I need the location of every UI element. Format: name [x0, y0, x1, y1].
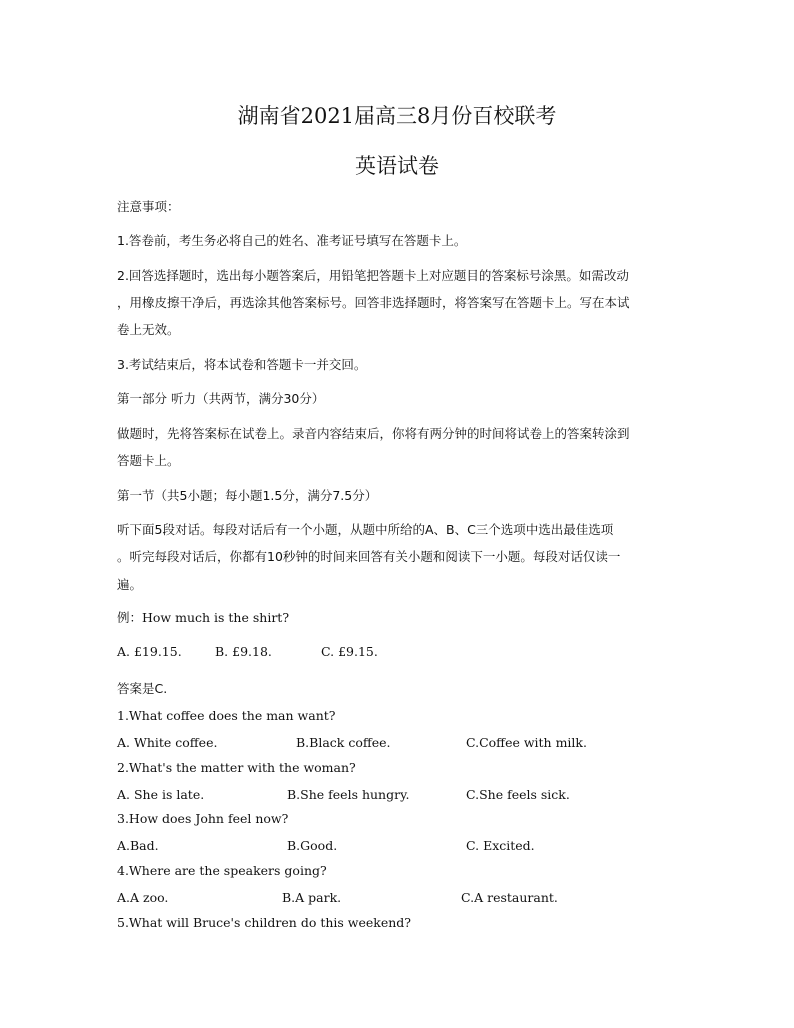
- question-4-option-a: A.A zoo.: [117, 890, 169, 905]
- notice-item-2: 2.回答选择题时，选出每小题答案后，用铅笔把答题卡上对应题目的答案标号涂黑。如需改动: [117, 268, 629, 283]
- part1-heading: 第一部分 听力（共两节，满分30分）: [117, 391, 325, 406]
- question-5: 5.What will Bruce's children do this weekend?: [117, 915, 412, 930]
- question-2-option-c: C.She feels sick.: [466, 787, 570, 802]
- part1-instruction-1: 做题时，先将答案标在试卷上。录音内容结束后，你将有两分钟的时间将试卷上的答案转涂到: [117, 426, 630, 441]
- example-option-c: C. £9.15.: [321, 644, 378, 659]
- question-3-option-b: B.Good.: [287, 838, 338, 853]
- question-1: 1.What coffee does the man want?: [117, 708, 336, 723]
- question-2: 2.What's the matter with the woman?: [117, 760, 356, 775]
- notice-item-1: 1.答卷前，考生务必将自己的姓名、准考证号填写在答题卡上。: [117, 233, 467, 248]
- example-answer: 答案是C.: [117, 681, 168, 696]
- example-option-b: B. £9.18.: [215, 644, 272, 659]
- notice-item-2-end: 卷上无效。: [117, 322, 180, 337]
- question-1-option-b: B.Black coffee.: [296, 735, 391, 750]
- question-1-option-a: A. White coffee.: [117, 735, 218, 750]
- notice-heading: 注意事项：: [117, 199, 180, 214]
- question-3-option-c: C. Excited.: [466, 838, 535, 853]
- question-2-option-a: A. She is late.: [117, 787, 205, 802]
- exam-title: 湖南省2021届高三8月份百校联考: [237, 104, 557, 128]
- question-2-option-b: B.She feels hungry.: [287, 787, 410, 802]
- question-4-option-c: C.A restaurant.: [461, 890, 558, 905]
- section1-heading: 第一节（共5小题；每小题1.5分，满分7.5分）: [117, 488, 378, 503]
- exam-subtitle: 英语试卷: [355, 154, 439, 178]
- section1-instruction-3: 遍。: [117, 577, 143, 592]
- part1-instruction-2: 答题卡上。: [117, 453, 180, 468]
- section1-instruction-1: 听下面5段对话。每段对话后有一个小题，从题中所给的A、B、C三个选项中选出最佳选项: [117, 522, 614, 537]
- question-4-option-b: B.A park.: [282, 890, 342, 905]
- question-4: 4.Where are the speakers going?: [117, 863, 327, 878]
- example-option-a: A. £19.15.: [117, 644, 182, 659]
- question-3-option-a: A.Bad.: [117, 838, 159, 853]
- example-question: 例：How much is the shirt?: [117, 610, 290, 625]
- question-3: 3.How does John feel now?: [117, 811, 289, 826]
- question-1-option-c: C.Coffee with milk.: [466, 735, 587, 750]
- notice-item-2-cont: ，用橡皮擦干净后，再选涂其他答案标号。回答非选择题时，将答案写在答题卡上。写在本试: [117, 295, 630, 310]
- section1-instruction-2: 。听完每段对话后，你都有10秒钟的时间来回答有关小题和阅读下一小题。每段对话仅读一: [117, 549, 621, 564]
- notice-item-3: 3.考试结束后，将本试卷和答题卡一并交回。: [117, 357, 367, 372]
